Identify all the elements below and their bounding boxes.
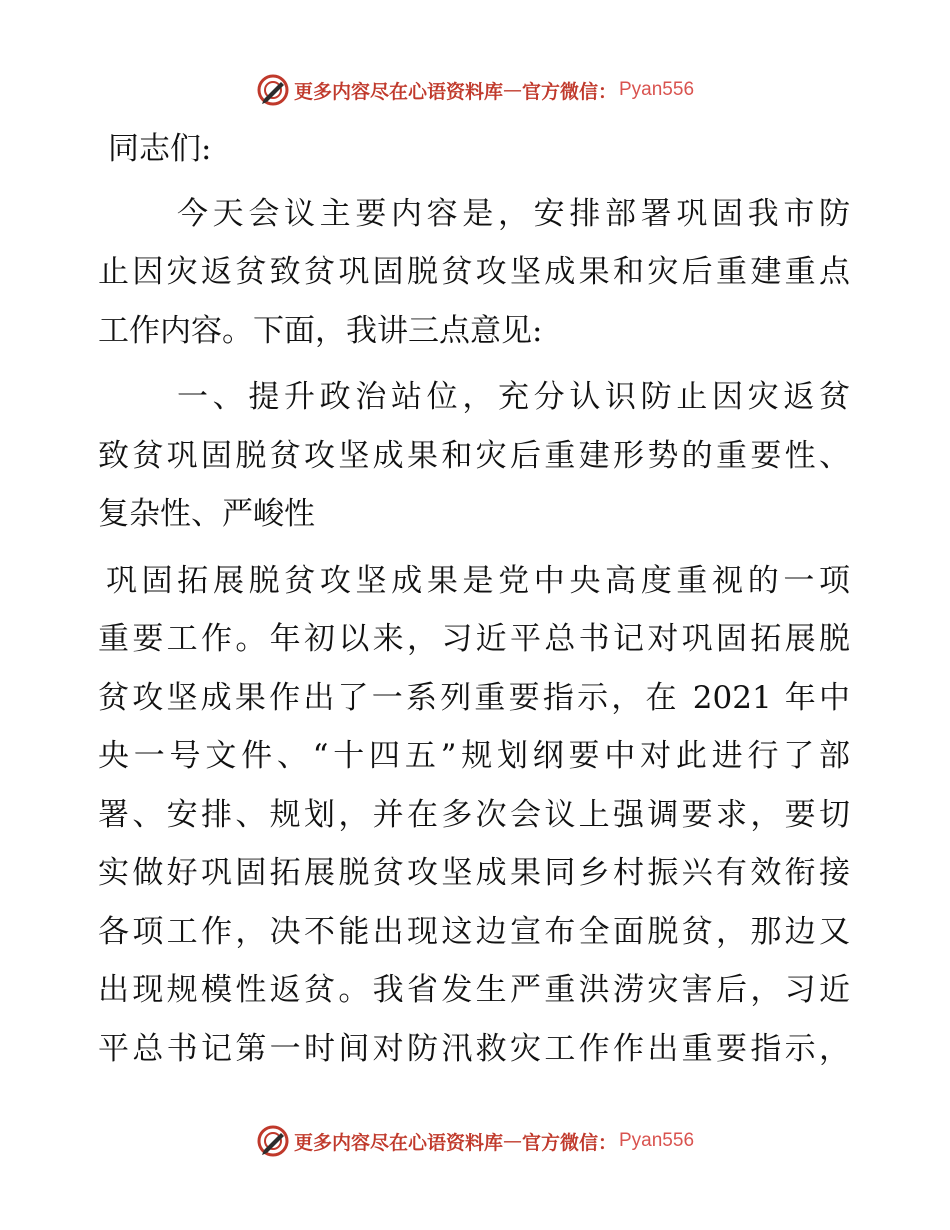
watermark-brand: 更多内容尽在心语资料库 [293,1131,503,1154]
section-heading-line: 一、提升政治站位，充分认识防止因灾返贫 [177,379,850,415]
salutation: 同志们: [108,131,212,167]
paragraph-line: 巩固拓展脱贫攻坚成果是党中央高度重视的一项 [106,562,850,599]
watermark-contact-label: 官方微信： [521,80,617,103]
footer-watermark [0,1124,950,1158]
pen-logo-icon [256,73,290,107]
watermark-contact-id: Pyan556 [619,79,695,100]
paragraph-line: 出现规模性返贫。我省发生严重洪涝灾害后，习近 [98,972,850,1008]
paragraph-line: 重要工作。年初以来，习近平总书记对巩固拓展脱 [98,621,850,657]
paragraph-line: 实做好巩固拓展脱贫攻坚成果同乡村振兴有效衔接 [98,855,850,891]
paragraph-line: 署、安排、规划，并在多次会议上强调要求，要切 [98,796,850,833]
pen-logo-icon [256,1124,290,1158]
watermark-brand: 更多内容尽在心语资料库 [293,80,503,103]
paragraph-line: 工作内容。下面，我讲三点意见: [98,312,543,349]
section-heading-line: 致贫巩固脱贫攻坚成果和灾后重建形势的重要性、 [98,437,850,474]
watermark-contact-id: Pyan556 [619,1130,695,1151]
document-body [98,120,850,1078]
watermark-separator: — [502,1130,522,1152]
header-watermark [0,73,950,107]
watermark-contact-label: 官方微信： [521,1131,617,1154]
paragraph-line: 各项工作，决不能出现这边宣布全面脱贫，那边又 [98,913,850,950]
section-heading-line: 复杂性、严峻性 [98,496,315,532]
paragraph-line: 今天会议主要内容是，安排部署巩固我市防 [177,195,850,232]
paragraph-line: 央一号文件、“十四五”规划纲要中对此进行了部 [98,738,850,774]
paragraph-line: 贫攻坚成果作出了一系列重要指示，在 2021 年中 [98,679,850,716]
watermark-separator: — [502,79,522,101]
paragraph-line: 平总书记第一时间对防汛救灾工作作出重要指示， [98,1030,850,1067]
paragraph-line: 止因灾返贫致贫巩固脱贫攻坚成果和灾后重建重点 [98,254,850,290]
